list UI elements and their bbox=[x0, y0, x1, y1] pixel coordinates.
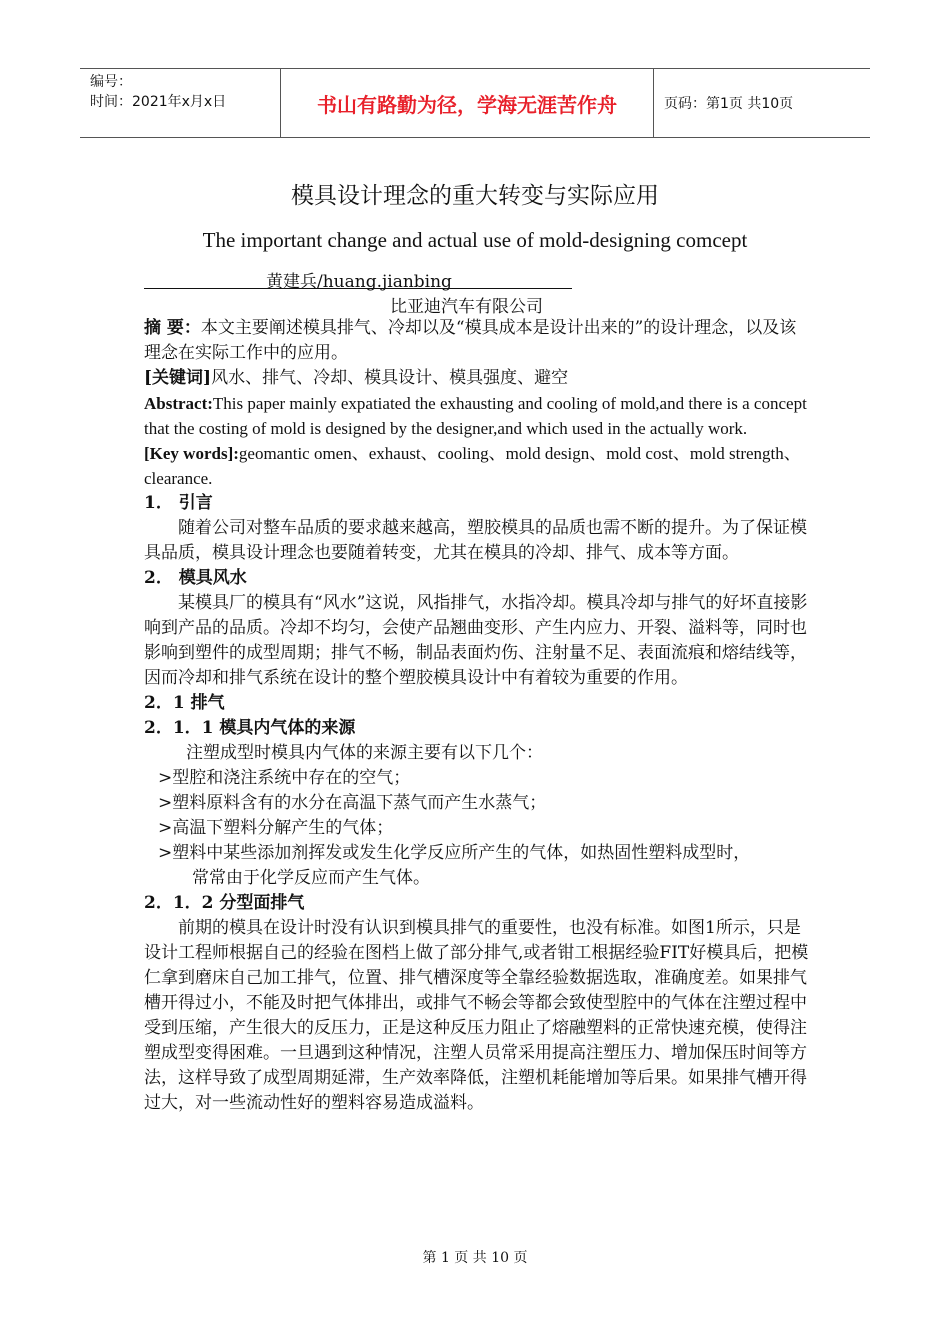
abstract-cn-label: 摘 要： bbox=[144, 318, 201, 338]
header-meta-cell bbox=[80, 69, 281, 137]
author-underline bbox=[144, 288, 572, 289]
section-2-1-1-heading: 2．1．1 模具内气体的来源 bbox=[144, 718, 356, 738]
keywords-cn-label: [关键词] bbox=[144, 368, 212, 388]
page-footer: 第 1 页 共 10 页 bbox=[422, 1250, 528, 1266]
list-item: >塑料中某些添加剂挥发或发生化学反应所产生的气体，如热固性塑料成型时， bbox=[158, 843, 751, 863]
list-item: >塑料原料含有的水分在高温下蒸气而产生水蒸气； bbox=[158, 793, 547, 813]
section-2-1-2-heading: 2．1．2 分型面排气 bbox=[144, 893, 305, 913]
list-item: >高温下塑料分解产生的气体； bbox=[158, 818, 394, 838]
abstract-cn-text: 本文主要阐述模具排气、冷却以及“模具成本是设计出来的”的设计理念，以及该理念在实际工作中的应用。 bbox=[144, 318, 797, 363]
keywords-cn bbox=[144, 366, 812, 391]
time-label: 时间：2021年x月x日 bbox=[90, 94, 227, 110]
section-2-1-1-intro: 注塑成型时模具内气体的来源主要有以下几个： bbox=[186, 743, 543, 763]
keywords-en-text: geomantic omen、exhaust、cooling、mold design、mold cost、mold strength、clearance. bbox=[144, 444, 801, 488]
page-info bbox=[664, 69, 870, 137]
section-1-paragraph: 随着公司对整车品质的要求越来越高，塑胶模具的品质也需不断的提升。为了保证模具品质，模具设计理念也要随着转变，尤其在模具的冷却、排气、成本等方面。 bbox=[144, 518, 807, 563]
page-info-text: 页码：第1页 共10页 bbox=[664, 96, 794, 112]
abstract-en-text: This paper mainly expatiated the exhausting and cooling of mold,and there is a concept that the costing of mold is designed by the designer,and which used in the actually work. bbox=[144, 394, 807, 438]
company: 比亚迪汽车有限公司 bbox=[390, 297, 543, 317]
section-2-paragraph: 某模具厂的模具有“风水”这说，风指排气，水指冷却。模具冷却与排气的好坏直接影响到产品的品质。冷却不均匀，会使产品翘曲变形、产生内应力、开裂、溢料等，同时也影响到塑件的成型周期；排气不畅，制品表面灼伤、注射量不足、表面流痕和熔结线等，因而冷却和排气系统在设计的整个塑胶模具设计中有着较为重要的作用。 bbox=[144, 593, 808, 688]
list-item-continuation: 常常由于化学反应而产生气体。 bbox=[192, 868, 430, 888]
title-chinese: 模具设计理念的重大转变与实际应用 bbox=[291, 183, 659, 209]
keywords-en-label: [Key words]: bbox=[144, 444, 239, 463]
keywords-en bbox=[144, 441, 812, 491]
author: 黄建兵/huang.jianbing bbox=[266, 272, 452, 292]
code-label: 编号： bbox=[90, 74, 132, 90]
list-item: >型腔和浇注系统中存在的空气； bbox=[158, 768, 411, 788]
title-english: The important change and actual use of mold-designing comcept bbox=[202, 228, 748, 252]
abstract-en bbox=[144, 391, 812, 441]
section-2-1-2-paragraph: 前期的模具在设计时没有认识到模具排气的重要性，也没有标准。如图1所示，只是设计工程师根据自己的经验在图档上做了部分排气,或者钳工根据经验FIT好模具后，把模仁拿到磨床自己加工排气，位置、排气槽深度等全靠经验数据选取，准确度差。如果排气槽开得过小，不能及时把气体排出，或排气不畅会等都会致使型腔中的气体在注塑过程中受到压缩，产生很大的反压力，正是这种反压力阻止了熔融塑料的正常快速充模，使得注塑成型变得困难。一旦遇到这种情况，注塑人员常采用提高注塑压力、增加保压时间等方法，这样导致了成型周期延滞，生产效率降低，注塑机耗能增加等后果。如果排气槽开得过大，对一些流动性好的塑料容易造成溢料。 bbox=[144, 918, 809, 1113]
abstract-en-label: Abstract: bbox=[144, 394, 213, 413]
keywords-cn-text: 风水、排气、冷却、模具设计、模具强度、避空 bbox=[211, 368, 569, 388]
section-1-heading: 1． 引言 bbox=[144, 493, 213, 513]
abstract-cn bbox=[144, 316, 812, 366]
page-header bbox=[80, 68, 870, 138]
article-body bbox=[144, 316, 812, 1116]
section-2-1-heading: 2．1 排气 bbox=[144, 693, 225, 713]
section-2-heading: 2． 模具风水 bbox=[144, 568, 247, 588]
motto: 书山有路勤为径，学海无涯苦作舟 bbox=[281, 69, 654, 137]
